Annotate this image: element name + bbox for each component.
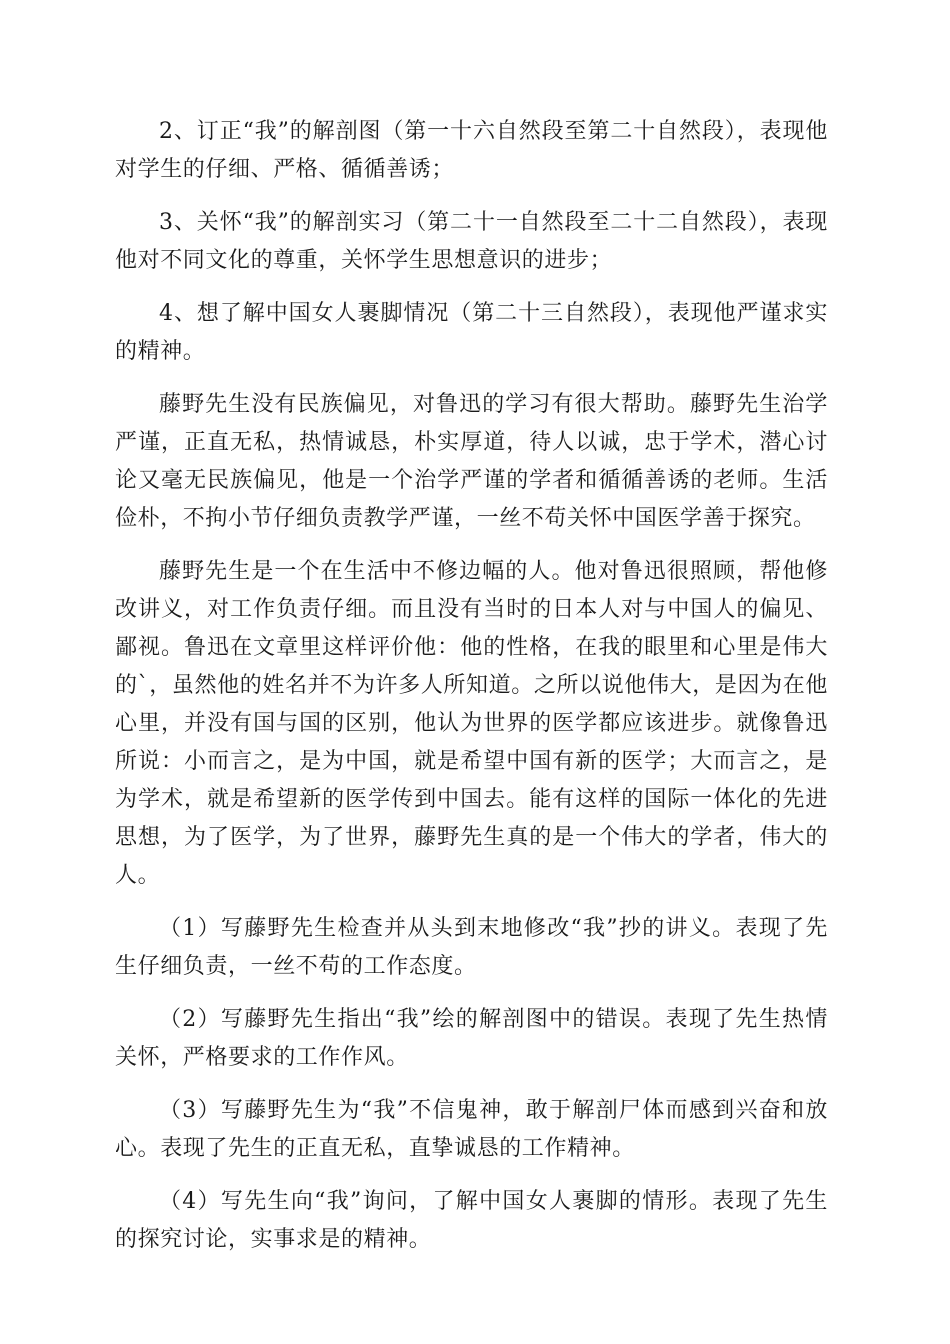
list-item-4: （4）写先生向“我”询问，了解中国女人裹脚的情形。表现了先生的探究讨论，实事求是的精神。 bbox=[115, 1189, 828, 1252]
paragraph-4: 4、想了解中国女人裹脚情况（第二十三自然段），表现他严谨求实的精神。 bbox=[115, 301, 828, 364]
document-body bbox=[115, 113, 828, 1274]
list-item-2: （2）写藤野先生指出“我”绘的解剖图中的错误。表现了先生热情关怀，严格要求的工作作风。 bbox=[115, 1007, 828, 1070]
paragraph-evaluation: 藤野先生是一个在生活中不修边幅的人。他对鲁迅很照顾，帮他修改讲义，对工作负责仔细。而且没有当时的日本人对与中国人的偏见、鄙视。鲁迅在文章里这样评价他：他的性格，在我的眼里和心里是伟大的`，虽然他的姓名并不为许多人所知道。之所以说他伟大，是因为在他心里，并没有国与国的区别，他认为世界的医学都应该进步。就像鲁迅所说：小而言之，是为中国，就是希望中国有新的医学；大而言之，是为学术，就是希望新的医学传到中国去。能有这样的国际一体化的先进思想，为了医学，为了世界，藤野先生真的是一个伟大的学者，伟大的人。 bbox=[115, 559, 828, 888]
paragraph-3: 3、关怀“我”的解剖实习（第二十一自然段至二十二自然段），表现他对不同文化的尊重，关怀学生思想意识的进步； bbox=[115, 210, 828, 273]
paragraph-2: 2、订正“我”的解剖图（第一十六自然段至第二十自然段），表现他对学生的仔细、严格、循循善诱； bbox=[115, 119, 828, 182]
paragraph-summary: 藤野先生没有民族偏见，对鲁迅的学习有很大帮助。藤野先生治学严谨，正直无私，热情诚恳，朴实厚道，待人以诚，忠于学术，潜心讨论又毫无民族偏见，他是一个治学严谨的学者和循循善诱的老师。生活俭朴，不拘小节仔细负责教学严谨，一丝不苟关怀中国医学善于探究。 bbox=[115, 392, 828, 531]
list-item-1: （1）写藤野先生检查并从头到末地修改“我”抄的讲义。表现了先生仔细负责，一丝不苟的工作态度。 bbox=[115, 916, 828, 979]
list-item-3: （3）写藤野先生为“我”不信鬼神，敢于解剖尸体而感到兴奋和放心。表现了先生的正直无私，直挚诚恳的工作精神。 bbox=[115, 1098, 828, 1161]
